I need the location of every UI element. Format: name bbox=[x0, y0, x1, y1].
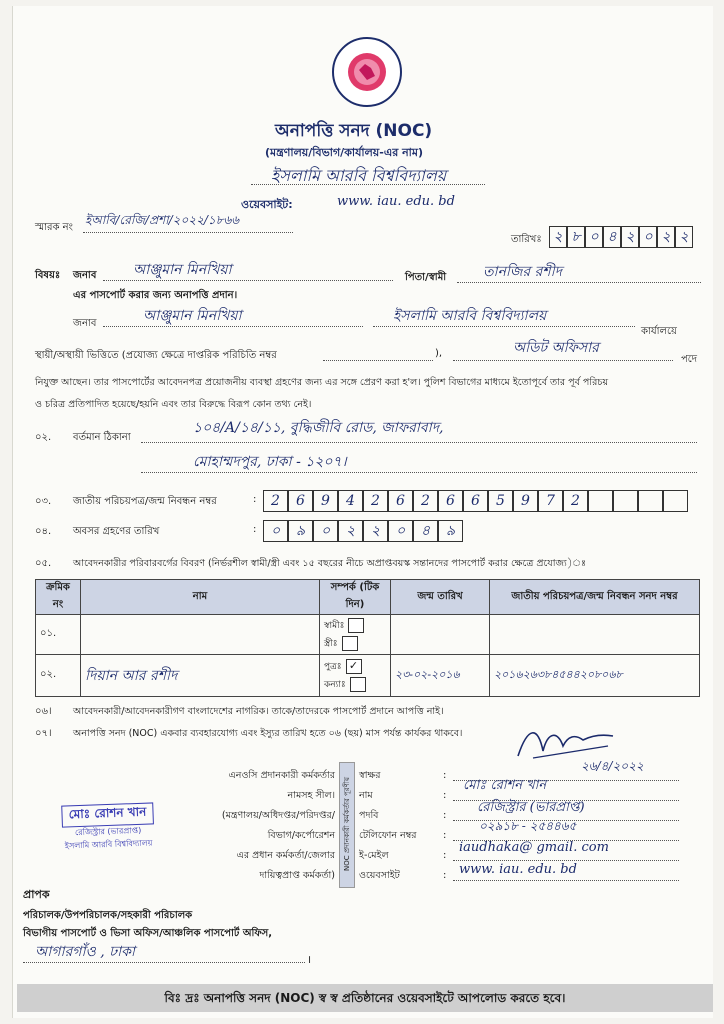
officer-name: মোঃ রোশন খান bbox=[463, 778, 547, 793]
body-line4: ও চরিত্র প্রতিপাদিত হয়েছে/হয়নি এবং তার বিরুদ্ধে বিরূপ কোন তথ্য নেই। bbox=[35, 399, 312, 410]
date-boxes: ২ ৮ ০ ৪ ২ ০ ২ ২ bbox=[549, 226, 693, 248]
body-line3: নিযুক্ত আছেন। তার পাসপোর্টের আবেদনপত্র প্রয়োজনীয় ব্যবস্থা গ্রহণের জন্য এর সঙ্গে প্রেরণ করা হ'ল। পুলিশ বিভাগের মাধ্যমে ইতোপূর্বে তার পূর্ব পরিচয় bbox=[35, 377, 609, 388]
recipient-line2: বিভাগীয় পাসপোর্ট ও ভিসা অফিস/আঞ্চলিক পাসপোর্ট অফিস, bbox=[23, 928, 273, 939]
retire-boxes: ০ ৯ ০ ২ ২ ০ ৪ ৯ bbox=[263, 520, 463, 542]
retire-label: অবসর গ্রহণের তারিখ bbox=[73, 526, 160, 537]
recipient-end: । bbox=[307, 953, 312, 966]
document-subtitle: (মন্ত্রণালয়/বিভাগ/কার্যালয়-এর নাম) bbox=[265, 146, 423, 159]
col-nid: জাতীয় পরিচয়পত্র/জন্ম নিবন্ধন সনদ নম্বর bbox=[490, 580, 700, 615]
officer-vertical-label: NOC প্রদানকারী কর্মকর্তার পূরণীয় bbox=[339, 762, 355, 888]
daughter-checkbox[interactable] bbox=[350, 677, 366, 692]
item7-num: ০৭। bbox=[35, 728, 52, 739]
body-org: ইসলামি আরবি বিশ্ববিদ্যালয় bbox=[393, 308, 547, 324]
date-label: তারিখঃ bbox=[511, 234, 542, 245]
officer-designation: রেজিস্ট্রার (ভারপ্রাপ্ত) bbox=[477, 800, 585, 815]
address-line2: মোহাম্মদপুর, ঢাকা - ১২০৭। bbox=[193, 454, 347, 470]
body-line2: স্থায়ী/অস্থায়ী ভিত্তিতে (প্রযোজ্য ক্ষেত্রে দাপ্তরিক পরিচিতি নম্বর bbox=[35, 350, 277, 361]
noc-document: অনাপত্তি সনদ (NOC) (মন্ত্রণালয়/বিভাগ/কার্যালয়-এর নাম) ইসলামি আরবি বিশ্ববিদ্যালয় ওয়েবসাইট: www. iau. edu. bd স্মারক নং ইআবি/রেজি/প্রশা/২০২২/১৮৬৬ তারিখঃ ২ ৮ ০ ৪ ২ ০ ২ ২ বিষয়ঃ জনাব আঞ্জুমান মিনখিয়া পিতা/স্বামী তানজির রশীদ এর পাসপোর্ট করার জন্য অনাপত্তি প্রদান। জনাব আঞ্জুমান মিনখিয়া ইসলামি আরবি বিশ্ববিদ্যালয় কার্যালয়ে স্থায়ী/অস্থায়ী ভিত্তিতে (প্রযোজ্য ক্ষেত্রে দাপ্তরিক পরিচিতি নম্বর ), অডিট অফিসার পদে নিযুক্ত আছেন। তার পাসপোর্টের আবেদনপত্র প্রয়োজনীয় ব্যবস্থা গ্রহণের জন্য এর সঙ্গে প্রেরণ করা হ'ল। পুলিশ বিভাগের মাধ্যমে ইতোপূর্বে তার পূর্ব পরিচয় ও চরিত্র প্রতিপাদিত হয়েছে/হয়নি এবং তার বিরুদ্ধে বিরূপ কোন তথ্য নেই। ০২. বর্তমান ঠিকানা ১০৪/A/১৪/১১, বুদ্ধিজীবি রোড, জাফরাবাদ, মোহাম্মদপুর, ঢাকা - ১২০৭। ০৩. জাতীয় পরিচয়পত্র/জন্ম নিবন্ধন নম্বর : 2 6 9 4 2 6 2 6 6 5 9 7 2 ০৪. অবসর গ্রহণের তারিখ : ০ ৯ ০ ২ ২ ০ ৪ ৯ ০৫. আবেদনকারীর পরিবারবর্গের বিবরণ (নির্ভরশীল স্বামী/স্ত্রী এবং ১৫ বছরের নীচে অপ্রাপ্তবয়স্ক সন্তানদের পাসপোর্ট করার ক্ষেত্রে প্রযোজ্য)ঃ ক্রমিক নং নাম সম্পর্ক (টিক দিন) জন্ম তারিখ জাতীয় পরিচয়পত্র/জন্ম নিবন্ধন সনদ নম্বর ০১. স্বামীঃ স্ত্রীঃ ০২. দিয়ান আর রশীদ পুত্রঃ ✓ কন্যাঃ ২৩-০২-২০১৬ ২০১৬২৬৩৮৪৫৪৪২০৮০৬৮ ০৬। আবেদনকারী/আবেদনকারীগণ বাংলাদেশের নাগরিক। তাকে/তাদেরকে পাসপোর্ট প্রদানে আপত্তি নাই। ০৭। অনাপত্তি সনদ (NOC) একবার ব্যবহারযোগ্য এবং ইস্যুর তারিখ হতে ০৬ (ছয়) মাস পর্যন্ত কার্যকর থাকবে। এনওসি প্রদানকারী কর্মকর্তার নামসহ সীল। (মন্ত্রণালয়/অধিদপ্তর/পরিদপ্তর/ বিভাগ/কর্পোরেশন এর প্রধান কর্মকর্তা/জেলার দায়িত্বপ্রাপ্ত কর্মকর্তা) NOC প্রদানকারী কর্মকর্তার পূরণীয় স্বাক্ষর নাম পদবি টেলিফোন নম্বর ই-মেইল ওয়েবসাইট : : : : : : ২৬/৪/২০২২ মোঃ রোশন খান রেজিস্ট্রার (ভারপ্রাপ্ত) ০২৯১৮ - ২৫৪৪৬৫ iaudhaka@ gmail. com www. iau. edu. bd মোঃ রোশন খান রেজিস্ট্রার (ভারপ্রাপ্ত) ইসলামি আরবি বিশ্ববিদ্যালয় প্রাপক পরিচালক/উপপরিচালক/সহকারী পরিচালক বিভাগীয় পাসপোর্ট ও ভিসা অফিস/আঞ্চলিক পাসপোর্ট অফিস, আগারগাঁও , ঢাকা । বিঃ দ্রঃ অনাপত্তি সনদ (NOC) স্ব স্ব প্রতিষ্ঠানের ওয়েবসাইটে আপলোড করতে হবে। bbox=[12, 6, 713, 1018]
father-label: পিতা/স্বামী bbox=[405, 272, 447, 283]
nid-colon: : bbox=[253, 494, 257, 505]
nid-boxes: 2 6 9 4 2 6 2 6 6 5 9 7 2 bbox=[263, 490, 688, 512]
family-num: ০৫. bbox=[35, 558, 52, 569]
footer-note: বিঃ দ্রঃ অনাপত্তি সনদ (NOC) স্ব স্ব প্রতিষ্ঠানের ওয়েবসাইটে আপলোড করতে হবে। bbox=[17, 984, 713, 1012]
government-seal bbox=[331, 36, 403, 108]
nid-num: ০৩. bbox=[35, 496, 52, 507]
col-serial: ক্রমিক নং bbox=[36, 580, 81, 615]
organization-name: ইসলামি আরবি বিশ্ববিদ্যালয় bbox=[271, 166, 447, 185]
retire-num: ০৪. bbox=[35, 526, 52, 537]
table-row: ০২. দিয়ান আর রশীদ পুত্রঃ ✓ কন্যাঃ ২৩-০২-২০১৬ ২০১৬২৬৩৮৪৫৪৪২০৮০৬৮ bbox=[36, 655, 700, 697]
address-line1: ১০৪/A/১৪/১১, বুদ্ধিজীবি রোড, জাফরাবাদ, bbox=[193, 420, 444, 436]
subject-label: বিষয়ঃ bbox=[35, 270, 61, 281]
signature-date: ২৬/৪/২০২২ bbox=[581, 759, 644, 773]
recipient-place: আগারগাঁও , ঢাকা bbox=[35, 944, 135, 960]
subject-name: আঞ্জুমান মিনখিয়া bbox=[133, 262, 232, 278]
recipient-label: প্রাপক bbox=[23, 888, 50, 901]
website-value: www. iau. edu. bd bbox=[337, 194, 455, 209]
col-name: নাম bbox=[81, 580, 320, 615]
family-label: আবেদনকারীর পরিবারবর্গের বিবরণ (নির্ভরশীল স্বামী/স্ত্রী এবং ১৫ বছরের নীচে অপ্রাপ্তবয়স্ক সন্তানদের পাসপোর্ট করার ক্ষেত্রে প্রযোজ্য)ঃ bbox=[73, 558, 587, 569]
husband-checkbox[interactable] bbox=[348, 618, 364, 633]
memo-label: স্মারক নং bbox=[35, 222, 73, 233]
nid-label: জাতীয় পরিচয়পত্র/জন্ম নিবন্ধন নম্বর bbox=[73, 496, 217, 507]
document-title: অনাপত্তি সনদ (NOC) bbox=[275, 121, 433, 141]
officer-fields: স্বাক্ষর নাম পদবি টেলিফোন নম্বর ই-মেইল ওয়েবসাইট bbox=[359, 770, 417, 881]
father-name: তানজির রশীদ bbox=[483, 264, 562, 280]
col-dob: জন্ম তারিখ bbox=[391, 580, 490, 615]
address-num: ০২. bbox=[35, 432, 52, 443]
body-pade: পদে bbox=[681, 354, 698, 365]
son-checkbox[interactable]: ✓ bbox=[346, 659, 362, 674]
address-label: বর্তমান ঠিকানা bbox=[73, 432, 131, 443]
retire-colon: : bbox=[253, 524, 257, 535]
table-row: ০১. স্বামীঃ স্ত্রীঃ bbox=[36, 615, 700, 655]
family-table bbox=[35, 579, 700, 697]
item6-num: ০৬। bbox=[35, 706, 52, 717]
subject-line2: এর পাসপোর্ট করার জন্য অনাপত্তি প্রদান। bbox=[73, 290, 238, 301]
body-name: আঞ্জুমান মিনখিয়া bbox=[143, 308, 242, 324]
item7-text: অনাপত্তি সনদ (NOC) একবার ব্যবহারযোগ্য এবং ইস্যুর তারিখ হতে ০৬ (ছয়) মাস পর্যন্ত কার্যকর থাকবে। bbox=[73, 728, 463, 739]
website-label: ওয়েবসাইট: bbox=[241, 198, 293, 211]
recipient-line1: পরিচালক/উপপরিচালক/সহকারী পরিচালক bbox=[23, 910, 193, 921]
body-janab: জনাব bbox=[73, 318, 97, 329]
body-line2-end: ), bbox=[435, 348, 443, 359]
memo-value: ইআবি/রেজি/প্রশা/২০২২/১৮৬৬ bbox=[85, 213, 240, 227]
officer-phone: ০২৯১৮ - ২৫৪৪৬৫ bbox=[479, 819, 577, 833]
officer-stamp: মোঃ রোশন খান রেজিস্ট্রার (ভারপ্রাপ্ত) ইসলামি আরবি বিশ্ববিদ্যালয় bbox=[32, 799, 184, 854]
subject-janab: জনাব bbox=[73, 270, 97, 281]
designation: অডিট অফিসার bbox=[513, 340, 599, 356]
officer-left-text: এনওসি প্রদানকারী কর্মকর্তার নামসহ সীল। (মন্ত্রণালয়/অধিদপ্তর/পরিদপ্তর/ বিভাগ/কর্পোরেশন এর প্রধান কর্মকর্তা/জেলার দায়িত্বপ্রাপ্ত কর্মকর্তা) bbox=[221, 770, 335, 881]
col-relation: সম্পর্ক (টিক দিন) bbox=[320, 580, 391, 615]
officer-website: www. iau. edu. bd bbox=[459, 862, 577, 877]
wife-checkbox[interactable] bbox=[342, 636, 358, 651]
item6-text: আবেদনকারী/আবেদনকারীগণ বাংলাদেশের নাগরিক। তাকে/তাদেরকে পাসপোর্ট প্রদানে আপত্তি নাই। bbox=[73, 706, 444, 717]
officer-email: iaudhaka@ gmail. com bbox=[459, 840, 609, 855]
body-karyalaye: কার্যালয়ে bbox=[641, 326, 677, 337]
